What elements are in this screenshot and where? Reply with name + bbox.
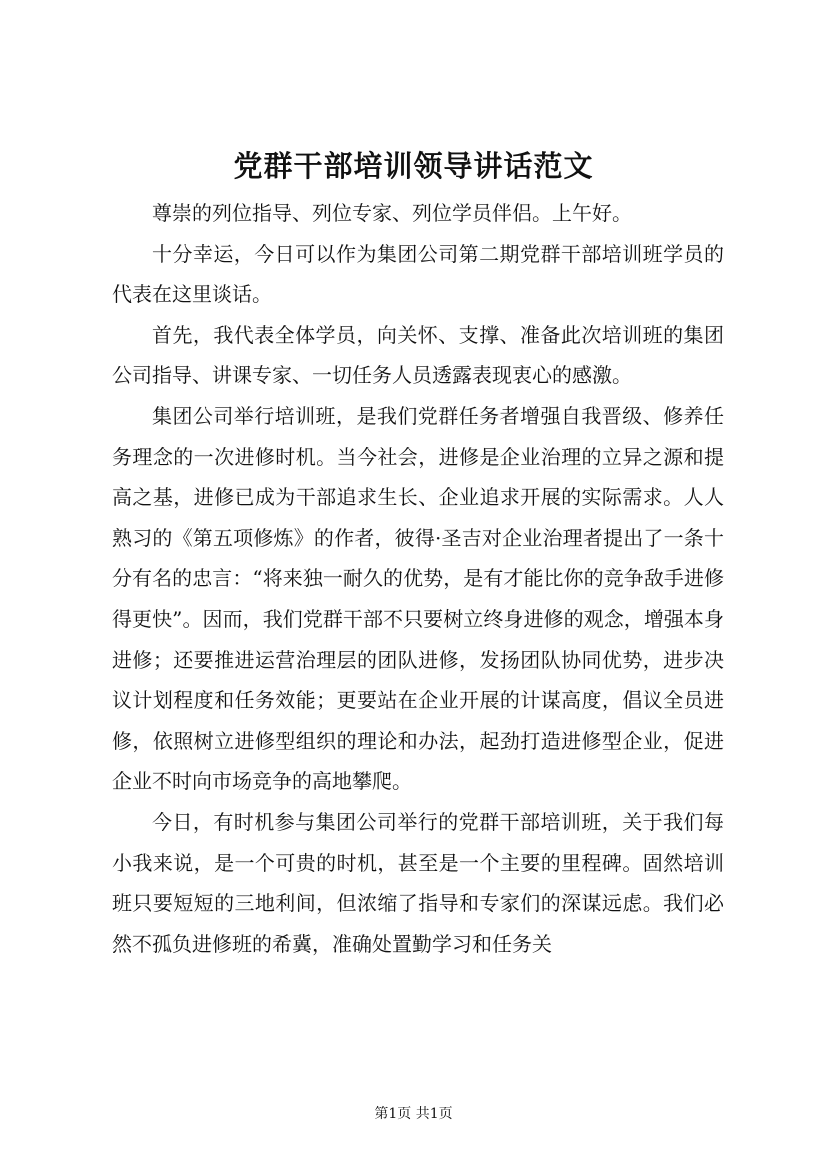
document-body [112, 193, 724, 964]
paragraph-thanks: 首先，我代表全体学员，向关怀、支撑、准备此次培训班的集团公司指导、讲课专家、一切任务人员透露表现衷心的感激。 [112, 322, 724, 388]
paragraph-learning: 集团公司举行培训班，是我们党群任务者增强自我晋级、修养任务理念的一次进修时机。当今社会，进修是企业治理的立异之源和提高之基，进修已成为干部追求生长、企业追求开展的实际需求。人人熟习的《第五项修炼》的作者，彼得·圣吉对企业治理者提出了一条十分有名的忠言：“将来独一耐久的优势，是有才能比你的竞争敌手进修得更快”。因而，我们党群干部不只要树立终身进修的观念，增强本身进修；还要推进运营治理层的团队进修，发扬团队协同优势，进步决议计划程度和任务效能；更要站在企业开展的计谋高度，倡议全员进修，依照树立进修型组织的理论和办法，起劲打造进修型企业，促进企业不时向市场竞争的高地攀爬。 [112, 403, 724, 794]
page-number: 第1页 共1页 [374, 1106, 453, 1122]
document-title: 党群干部培训领导讲话范文 [233, 149, 594, 183]
paragraph-intro: 十分幸运，今日可以作为集团公司第二期党群干部培训班学员的代表在这里谈话。 [112, 241, 724, 307]
paragraph-greeting: 尊崇的列位指导、列位专家、列位学员伴侣。上午好。 [152, 201, 632, 225]
paragraph-opportunity: 今日，有时机参与集团公司举行的党群干部培训班，关于我们每小我来说，是一个可贵的时机，甚至是一个主要的里程碑。固然培训班只要短短的三地利间，但浓缩了指导和专家们的深谋远虑。我们必然不孤负进修班的希冀，准确处置勤学习和任务关 [112, 809, 724, 956]
